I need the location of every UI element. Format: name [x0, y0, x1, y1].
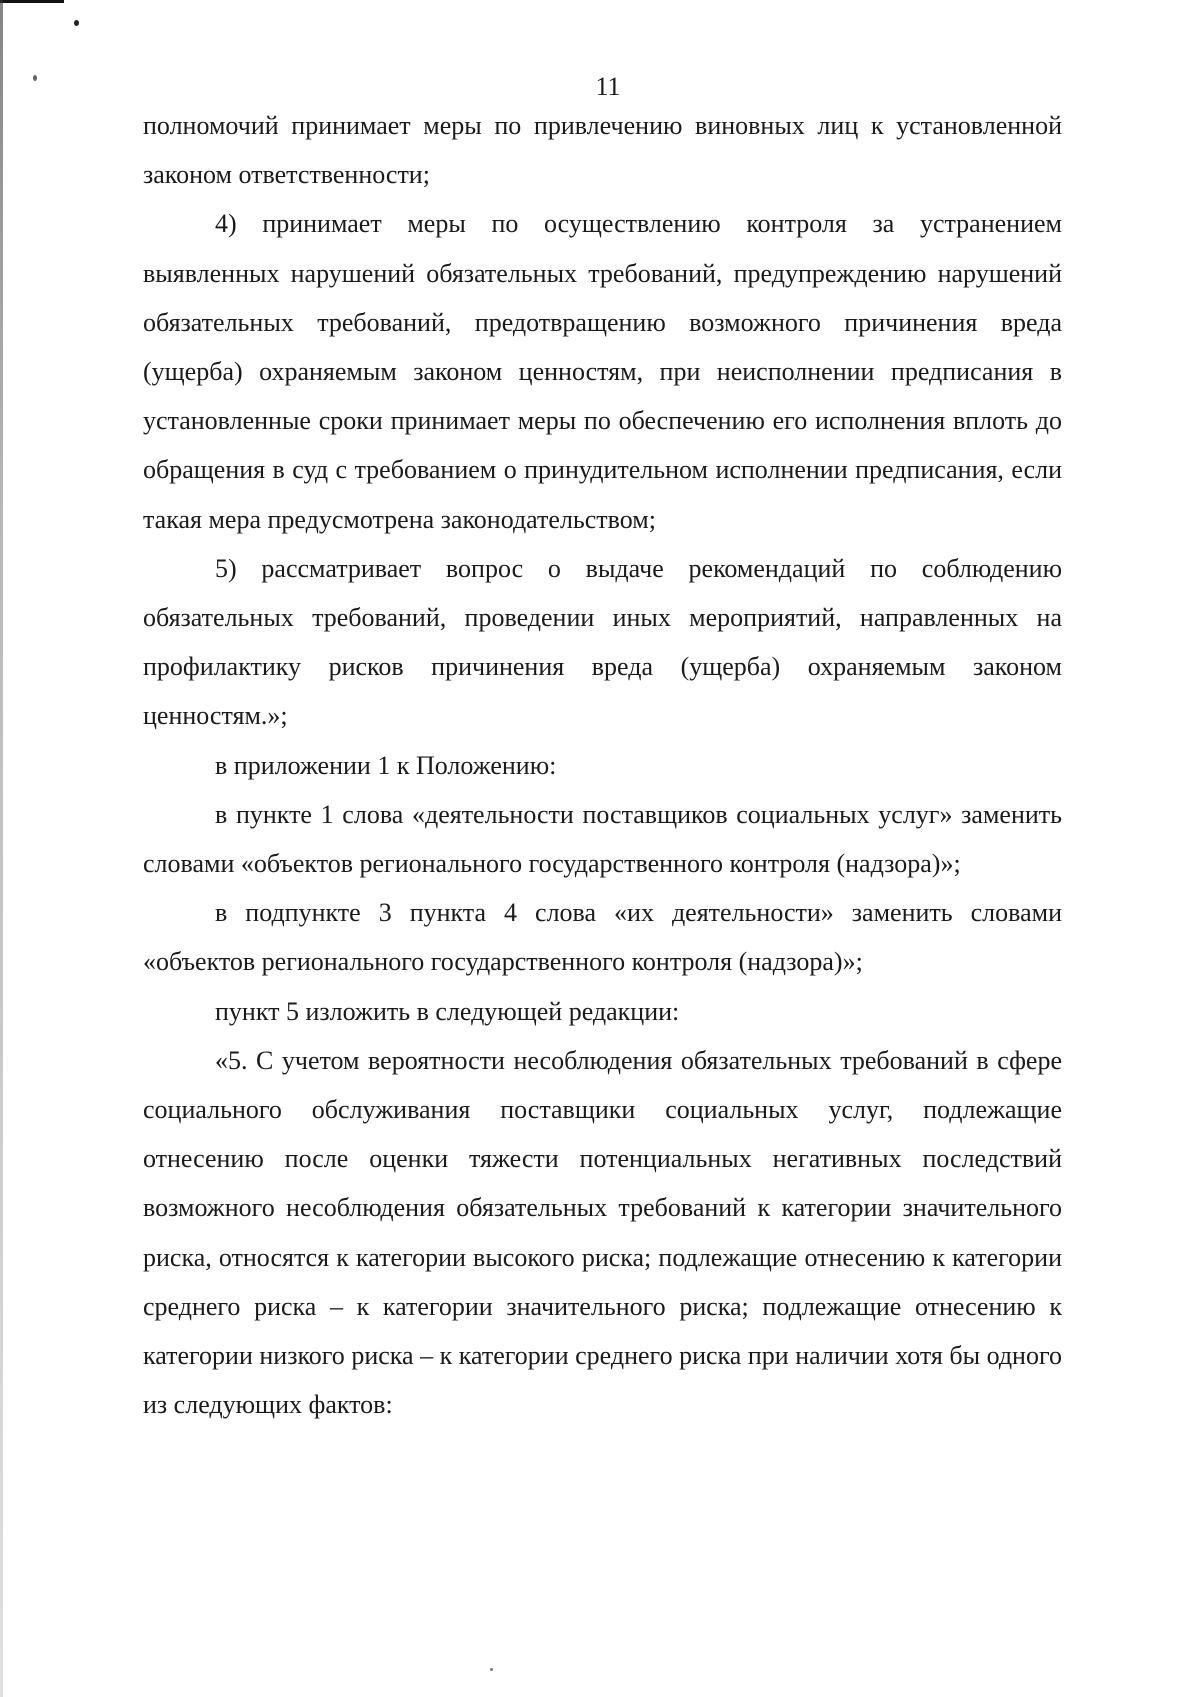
document-body — [143, 101, 1062, 1429]
paragraph: в подпункте 3 пункта 4 слова «их деятельности» заменить словами «объектов регионального государственного контроля (надзора)»; — [143, 898, 1062, 977]
scan-speck — [74, 20, 79, 26]
page-number: 11 — [595, 72, 621, 101]
scan-edge-shadow — [0, 0, 3, 1697]
paragraph: в пункте 1 слова «деятельности поставщиков социальных услуг» заменить словами «объектов регионального государственного контроля (надзора)»; — [143, 799, 1062, 879]
paragraph: пункт 5 изложить в следующей редакции: — [215, 996, 680, 1026]
paragraph: в приложении 1 к Положению: — [215, 750, 557, 780]
paragraph: 5) рассматривает вопрос о выдаче рекомендаций по соблюдению обязательных требований, проведении иных мероприятий, направленных на профилактику рисков причинения вреда (ущерба) охраняемым законом ценностям.»; — [143, 553, 1062, 731]
scan-speck — [490, 1668, 493, 1671]
scan-edge-mark — [0, 0, 64, 3]
paragraph: 4) принимает меры по осуществлению контроля за устранением выявленных нарушений обязательных требований, предупреждению нарушений обязательных требований, предотвращению возможного причинения вреда (ущерба) охраняемым законом ценностям, при неисполнении предписания в установленные сроки принимает меры по обеспечению его исполнения вплоть до обращения в суд с требованием о принудительном исполнении предписания, если такая мера предусмотрена законодательством; — [143, 209, 1062, 534]
paragraph: «5. С учетом вероятности несоблюдения обязательных требований в сфере социального обслуживания поставщики социальных услуг, подлежащие отнесению после оценки тяжести потенциальных негативных последствий возможного несоблюдения обязательных требований к категории значительного риска, относятся к категории высокого риска; подлежащие отнесению к категории среднего риска – к категории значительного риска; подлежащие отнесению к категории низкого риска – к категории среднего риска при наличии хотя бы одного из следующих фактов: — [143, 1045, 1062, 1420]
paragraph: полномочий принимает меры по привлечению виновных лиц к установленной законом ответственности; — [143, 111, 1062, 190]
